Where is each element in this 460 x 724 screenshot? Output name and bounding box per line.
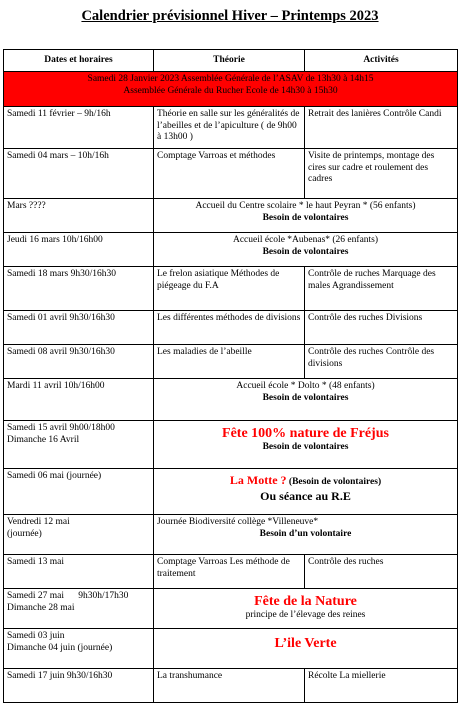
date-line-2: Dimanche 16 Avril: [7, 434, 80, 445]
row-date: Jeudi 16 mars 10h/16h00: [4, 233, 154, 267]
date-line-2: Dimanche 04 juin (journée): [7, 642, 113, 653]
table-row: [4, 107, 458, 149]
row-theorie: La transhumance: [154, 669, 305, 703]
event-alternative: Ou séance au R.E: [260, 488, 351, 503]
row-theorie: Théorie en salle sur les généralités de l’abeilles et de l’apiculture ( de 9h00 à 13h00 ): [154, 107, 305, 149]
table-row: [4, 379, 458, 421]
table-row: [4, 199, 458, 233]
volunteer-note: (Besoin de volontaires): [288, 477, 382, 487]
row-date: [4, 629, 154, 669]
header-dates: Dates et horaires: [4, 50, 154, 72]
volunteer-note: Besoin de volontaires: [262, 442, 349, 453]
row-theorie: Comptage Varroas Les méthode de traitement: [154, 555, 305, 589]
row-date: Samedi 11 février – 9h/16h: [4, 107, 154, 149]
row-date: Samedi 01 avril 9h30/16h30: [4, 311, 154, 345]
table-row: [4, 311, 458, 345]
table-row: [4, 515, 458, 555]
event-title: Accueil école *Aubenas* (26 enfants): [232, 235, 379, 245]
row-date: Mardi 11 avril 10h/16h00: [4, 379, 154, 421]
table-row: [4, 421, 458, 469]
volunteer-note: Besoin d’un volontaire: [259, 528, 352, 539]
date-line-2: (journée): [7, 528, 42, 539]
table-row: [4, 629, 458, 669]
date-line-1: Samedi 27 mai 9h30h/17h30: [7, 591, 129, 601]
row-date: Samedi 17 juin 9h30/16h30: [4, 669, 154, 703]
calendar-table: [3, 49, 458, 703]
row-date: Samedi 04 mars – 10h/16h: [4, 149, 154, 199]
event-title: Accueil du Centre scolaire * le haut Peyran * (56 enfants): [195, 201, 416, 211]
banner-row: [4, 72, 458, 107]
row-event: [154, 629, 458, 669]
date-line-1: Samedi 03 juin: [7, 631, 65, 641]
row-theorie: Les maladies de l’abeille: [154, 345, 305, 379]
event-subtitle: principe de l’élevage des reines: [245, 610, 366, 621]
date-line-1: Samedi 15 avril 9h00/18h00: [7, 423, 115, 433]
volunteer-note: Besoin de volontaires: [262, 212, 349, 223]
event-title: Journée Biodiversité collège *Villeneuve*: [157, 517, 319, 527]
row-activites: Contrôle des ruches: [305, 555, 458, 589]
header-activites: Activités: [305, 50, 458, 72]
row-theorie: Le frelon asiatique Méthodes de piégeage du F.A: [154, 267, 305, 311]
row-date: Samedi 18 mars 9h30/16h30: [4, 267, 154, 311]
table-header: [4, 50, 458, 72]
row-theorie: Les différentes méthodes de divisions: [154, 311, 305, 345]
volunteer-note: Besoin de volontaires: [262, 392, 349, 403]
table-row: [4, 669, 458, 703]
date-line-1: Vendredi 12 mai: [7, 517, 70, 527]
banner-line-1: Samedi 28 Janvier 2023 Assemblée Générale de l’ASAV de 13h30 à 14h15: [87, 74, 374, 84]
row-activites: Récolte La miellerie: [305, 669, 458, 703]
row-event: [154, 421, 458, 469]
row-activites: Visite de printemps, montage des cires sur cadre et roulement des cadres: [305, 149, 458, 199]
table-row: [4, 233, 458, 267]
table-row: [4, 149, 458, 199]
banner-cell: [4, 72, 458, 107]
event-title-line: [157, 473, 454, 489]
row-event: [154, 199, 458, 233]
row-event: [154, 515, 458, 555]
table-row: [4, 469, 458, 515]
header-theorie: Théorie: [154, 50, 305, 72]
row-date: [4, 421, 154, 469]
banner-line-2: Assemblée Générale du Rucher Ecole de 14h30 à 15h30: [123, 85, 338, 96]
row-date: Samedi 06 mai (journée): [4, 469, 154, 515]
table-row: [4, 589, 458, 629]
event-title: Fête de la Nature: [254, 594, 357, 609]
row-activites: Contrôle des ruches Contrôle des divisions: [305, 345, 458, 379]
date-line-2: Dimanche 28 mai: [7, 602, 75, 613]
volunteer-note: Besoin de volontaires: [262, 246, 349, 257]
row-date: [4, 515, 154, 555]
event-title: Fête 100% nature de Fréjus: [222, 426, 389, 441]
event-title: Accueil école * Dolto * (48 enfants): [236, 381, 375, 391]
row-date: [4, 589, 154, 629]
row-date: Samedi 13 mai: [4, 555, 154, 589]
row-activites: Contrôle des ruches Divisions: [305, 311, 458, 345]
row-activites: Retrait des lanières Contrôle Candi: [305, 107, 458, 149]
table-row: [4, 345, 458, 379]
page-title: Calendrier prévisionnel Hiver – Printemps 2023: [81, 8, 379, 24]
row-theorie: Comptage Varroas et méthodes: [154, 149, 305, 199]
table-row: [4, 555, 458, 589]
row-event: [154, 233, 458, 267]
row-event: [154, 469, 458, 515]
row-event: [154, 379, 458, 421]
table-row: [4, 267, 458, 311]
row-date: Samedi 08 avril 9h30/16h30: [4, 345, 154, 379]
row-activites: Contrôle de ruches Marquage des males Agrandissement: [305, 267, 458, 311]
row-date: Mars ????: [4, 199, 154, 233]
row-event: [154, 589, 458, 629]
event-title: La Motte ?: [229, 473, 287, 487]
event-title: L’ile Verte: [274, 636, 337, 651]
